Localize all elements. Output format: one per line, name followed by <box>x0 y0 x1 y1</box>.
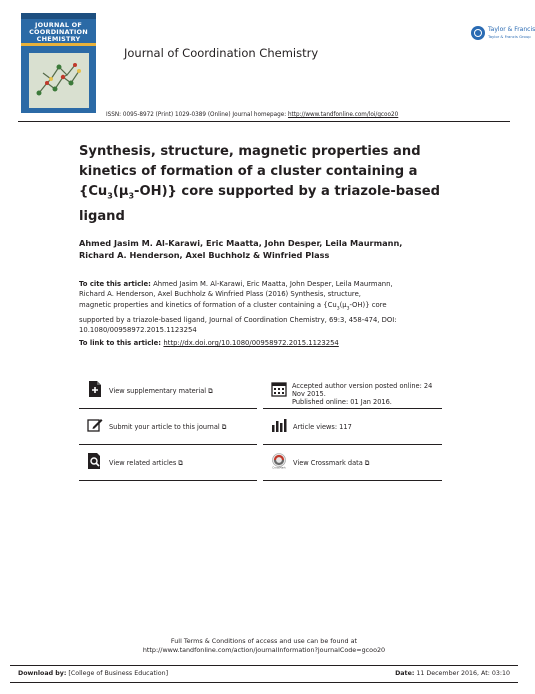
download-info-bar <box>10 665 518 683</box>
article-views: Article views: 117 <box>263 409 442 445</box>
molecule-illustration <box>29 53 89 108</box>
document-plus-icon <box>87 381 103 397</box>
search-document-icon <box>87 453 103 469</box>
view-related-articles-button[interactable]: View related articles ⧉ <box>79 445 257 481</box>
download-date: Date: 11 December 2016, At: 03:10 <box>395 670 510 677</box>
bar-chart-icon <box>271 417 287 433</box>
terms-link[interactable]: http://www.tandfonline.com/action/journalInformation?journalCode=gcoo20 <box>142 646 386 654</box>
article-authors: Ahmed Jasim M. Al-Karawi, Eric Maatta, John Desper, Leila Maurmann, Richard A. Henderson, Axel Buchholz & Winfried Plass <box>79 238 403 260</box>
crossmark-icon <box>271 453 287 469</box>
article-doi-link[interactable]: http://dx.doi.org/10.1080/00958972.2015.1123254 <box>163 339 339 347</box>
cover-title: JOURNAL OF COORDINATION CHEMISTRY <box>29 21 88 43</box>
taylor-francis-icon <box>471 26 485 40</box>
external-link-icon: ⧉ <box>364 459 370 467</box>
journal-cover-image <box>21 13 96 113</box>
article-link-line: To link to this article: http://dx.doi.org/10.1080/00958972.2015.1123254 <box>79 339 339 347</box>
journal-title[interactable]: Journal of Coordination Chemistry <box>124 46 319 60</box>
view-crossmark-button[interactable]: CrossMark View Crossmark data ⧉ <box>263 445 442 481</box>
view-supplementary-button[interactable]: View supplementary material ⧉ <box>79 373 257 409</box>
external-link-icon: ⧉ <box>208 387 213 395</box>
article-title: Synthesis, structure, magnetic properties and kinetics of formation of a cluster containing a $\{Cu_3(\mu_3-OH)\}$ core supported by a triazole-based ligand <box>79 144 441 224</box>
svg-text:CrossMark: CrossMark <box>272 466 286 470</box>
issn-line: ISSN: 0095-8972 (Print) 1029-0389 (Online) Journal homepage: http://www.tandfonline.com/loi/gcoo20 <box>106 112 399 118</box>
calendar-icon <box>271 381 287 397</box>
external-link-icon: ⧉ <box>221 423 227 431</box>
journal-header <box>18 10 535 122</box>
download-by: Download by: [College of Business Education] <box>18 670 169 677</box>
pencil-edit-icon <box>87 417 103 433</box>
journal-homepage-link[interactable]: http://www.tandfonline.com/loi/gcoo20 <box>287 112 399 118</box>
taylor-francis-logo[interactable]: Taylor & Francis Taylor & Francis Group <box>471 26 531 46</box>
publication-dates: Accepted author version posted online: 24 Nov 2015. Published online: 01 Jan 2016. <box>263 373 442 409</box>
submit-article-button[interactable]: Submit your article to this journal ⧉ <box>79 409 257 445</box>
citation-label: To cite this article: <box>79 280 151 288</box>
terms-and-conditions: Full Terms & Conditions of access and use can be found at http://www.tandfonline.com/action/journalInformation?journalCode=gcoo20 <box>0 637 528 655</box>
external-link-icon: ⧉ <box>178 459 183 467</box>
citation-block: To cite this article: Ahmed Jasim M. Al-Karawi, Eric Maatta, John Desper, Leila Maurmann, Richard A. Henderson, Axel Buchholz & Winfried Plass (2016) Synthesis, structure, magnetic properties and kinetics of formation of a cluster containing a $\{Cu_3(\mu_3-OH)\}$ core supported by a triazole-based ligand, Journal of Coordination Chemistry, 69:3, 458-474, DOI: 10.1080/00958972.2015.1123254 <box>79 280 397 334</box>
